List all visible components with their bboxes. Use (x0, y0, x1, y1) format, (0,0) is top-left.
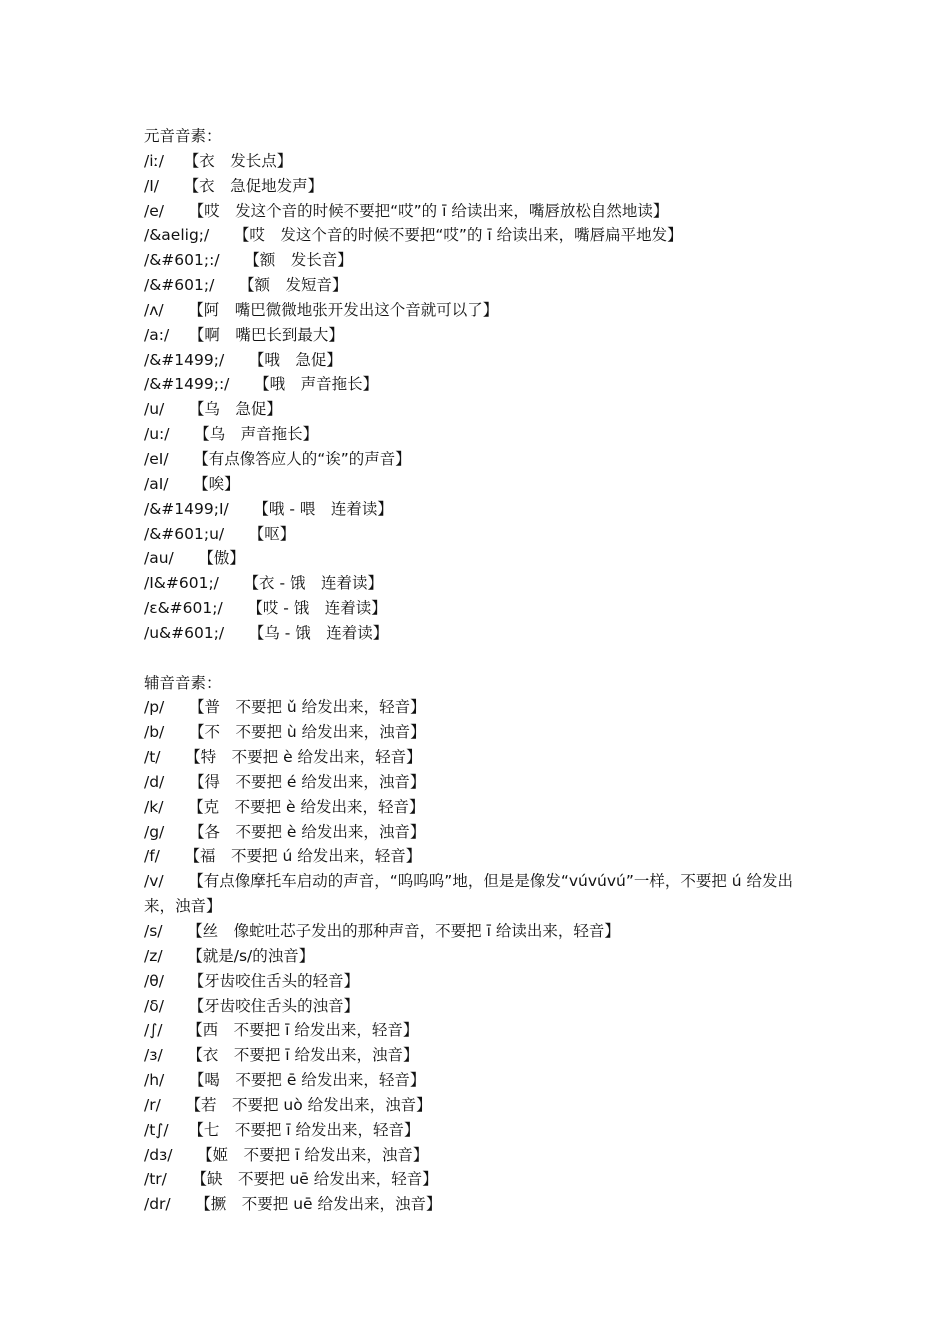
consonant-item (144, 1068, 824, 1093)
consonant-item (144, 944, 824, 969)
phoneme-spacer (163, 922, 188, 940)
phoneme-spacer (229, 375, 254, 393)
phoneme-spacer (219, 574, 244, 592)
vowel-item (144, 248, 824, 273)
vowel-item (144, 571, 824, 596)
pronunciation-note: 【有点像答应人的“诶”的声音】 (193, 449, 411, 468)
phoneme-symbol: /&#1499;/ (144, 350, 225, 369)
phoneme-symbol: /&#1499;I/ (144, 499, 229, 518)
pronunciation-note: 【牙齿咬住舌头的浊音】 (188, 996, 360, 1015)
vowel-item (144, 397, 824, 422)
phoneme-symbol: /e/ (144, 201, 164, 220)
consonant-item (144, 844, 824, 869)
vowel-item (144, 273, 824, 298)
phoneme-spacer (161, 1096, 186, 1114)
vowel-item (144, 372, 824, 397)
vowel-item (144, 621, 824, 646)
pronunciation-note: 【丝 像蛇吐芯子发出的那种声音，不要把 ī 给读出来，轻音】 (187, 922, 620, 940)
pronunciation-note: 【特 不要把 è 给发出来，轻音】 (185, 748, 422, 767)
section-spacer (144, 646, 824, 671)
vowel-item (144, 223, 824, 248)
phoneme-spacer (169, 326, 189, 344)
pronunciation-note: 【哎 发这个音的时候不要把“哎”的 ī 给读出来，嘴唇扁平地发】 (233, 226, 683, 245)
phoneme-symbol: /dз/ (144, 1145, 173, 1164)
document-body (144, 124, 824, 1217)
phoneme-symbol: /z/ (144, 946, 163, 965)
phoneme-symbol: /&#601;/ (144, 276, 215, 295)
phoneme-symbol: /tr/ (144, 1170, 167, 1189)
vowel-item (144, 174, 824, 199)
phoneme-spacer (174, 549, 199, 567)
vowel-item (144, 149, 824, 174)
phoneme-spacer (163, 1046, 188, 1064)
phoneme-spacer (171, 1195, 196, 1213)
phoneme-symbol: /ʌ/ (144, 300, 164, 319)
phoneme-symbol: /t∫/ (144, 1120, 169, 1139)
vowel-item (144, 422, 824, 447)
consonant-item (144, 720, 824, 745)
phoneme-symbol: /dr/ (144, 1195, 171, 1214)
phoneme-symbol: /&#1499;:/ (144, 375, 230, 394)
phoneme-symbol: /au/ (144, 549, 174, 568)
phoneme-spacer (159, 177, 184, 195)
pronunciation-note: 【阿 嘴巴微微地张开发出这个音就可以了】 (188, 300, 499, 319)
vowel-item (144, 447, 824, 472)
phoneme-spacer (169, 475, 194, 493)
phoneme-spacer (224, 525, 249, 543)
phoneme-spacer (164, 301, 189, 319)
pronunciation-note: 【额 发短音】 (238, 276, 348, 295)
pronunciation-note: 【傲】 (198, 549, 245, 568)
phoneme-spacer (164, 723, 189, 741)
consonant-item (144, 1192, 824, 1217)
consonant-item (144, 869, 824, 919)
pronunciation-note: 【普 不要把 ǔ 给发出来，轻音】 (188, 698, 426, 717)
phoneme-symbol: /eI/ (144, 449, 169, 468)
pronunciation-note: 【衣 - 饿 连着读】 (243, 574, 383, 593)
phoneme-spacer (220, 251, 245, 269)
phoneme-symbol: /v/ (144, 872, 164, 891)
consonants-heading: 辅音音素： (144, 673, 222, 692)
phoneme-spacer (224, 351, 249, 369)
vowel-item (144, 323, 824, 348)
pronunciation-note: 【喝 不要把 ē 给发出来，轻音】 (188, 1071, 426, 1090)
phoneme-spacer (164, 152, 184, 170)
phoneme-spacer (163, 947, 188, 965)
pronunciation-note: 【唉】 (193, 474, 240, 493)
pronunciation-note: 【姬 不要把 ī 给发出来，浊音】 (197, 1145, 429, 1164)
pronunciation-note: 【福 不要把 ú 给发出来，轻音】 (184, 847, 422, 866)
phoneme-symbol: /s/ (144, 922, 163, 940)
phoneme-symbol: /I&#601;/ (144, 574, 219, 593)
pronunciation-note: 【哎 发这个音的时候不要把“哎”的 ī 给读出来，嘴唇放松自然地读】 (188, 201, 669, 220)
phoneme-spacer (164, 972, 189, 990)
consonant-item (144, 695, 824, 720)
phoneme-symbol: /з/ (144, 1046, 163, 1065)
phoneme-symbol: /r/ (144, 1095, 161, 1114)
phoneme-spacer (229, 500, 254, 518)
phoneme-spacer (209, 226, 234, 244)
phoneme-symbol: /θ/ (144, 971, 164, 990)
phoneme-symbol: /&#601;:/ (144, 251, 220, 270)
vowel-item (144, 596, 824, 621)
vowel-item (144, 348, 824, 373)
phoneme-spacer (164, 823, 189, 841)
vowel-item (144, 199, 824, 224)
phoneme-symbol: /b/ (144, 723, 165, 742)
vowel-item (144, 298, 824, 323)
phoneme-spacer (163, 1021, 188, 1039)
phoneme-spacer (169, 1121, 189, 1139)
consonant-item (144, 1167, 824, 1192)
phoneme-symbol: /h/ (144, 1071, 165, 1090)
phoneme-symbol: /f/ (144, 847, 160, 866)
phoneme-spacer (164, 1071, 189, 1089)
phoneme-spacer (163, 798, 188, 816)
phoneme-symbol: /iː/ (144, 151, 164, 170)
pronunciation-note: 【啊 嘴巴长到最大】 (188, 325, 344, 344)
consonant-item (144, 770, 824, 795)
phoneme-spacer (161, 748, 186, 766)
vowel-list (144, 149, 824, 646)
pronunciation-note: 【哎 - 饿 连着读】 (247, 599, 387, 618)
pronunciation-note: 【各 不要把 è 给发出来，浊音】 (188, 822, 426, 841)
vowels-heading: 元音音素： (144, 127, 222, 145)
phoneme-symbol: /g/ (144, 822, 165, 841)
consonant-item (144, 745, 824, 770)
consonant-item (144, 919, 824, 944)
pronunciation-note: 【衣 不要把 ī 给发出来，浊音】 (187, 1046, 419, 1065)
pronunciation-note: 【撅 不要把 uē 给发出来，浊音】 (195, 1195, 442, 1214)
pronunciation-note: 【额 发长音】 (244, 251, 353, 270)
phoneme-symbol: /ε&#601;/ (144, 599, 223, 618)
pronunciation-note: 【哦 声音拖长】 (254, 375, 379, 394)
phoneme-symbol: /I/ (144, 176, 160, 195)
pronunciation-note: 【七 不要把 ī 给发出来，轻音】 (188, 1120, 420, 1139)
phoneme-symbol: /&aelig;/ (144, 226, 210, 245)
phoneme-symbol: /∫/ (144, 1021, 163, 1040)
phoneme-symbol: /u&#601;/ (144, 623, 225, 642)
phoneme-spacer (164, 997, 189, 1015)
vowel-item (144, 522, 824, 547)
phoneme-symbol: /a:/ (144, 325, 170, 344)
pronunciation-note: 【就是/s/的浊音】 (187, 946, 315, 965)
phoneme-symbol: /k/ (144, 797, 164, 816)
pronunciation-note: 【哦 - 喂 连着读】 (253, 499, 393, 518)
vowel-item (144, 497, 824, 522)
vowel-item (144, 472, 824, 497)
consonant-item (144, 969, 824, 994)
consonant-item (144, 1043, 824, 1068)
pronunciation-note: 【若 不要把 uò 给发出来，浊音】 (185, 1095, 432, 1114)
consonant-item (144, 795, 824, 820)
phoneme-spacer (224, 624, 249, 642)
phoneme-spacer (164, 400, 189, 418)
pronunciation-note: 【呕】 (248, 524, 296, 543)
pronunciation-note: 【有点像摩托车启动的声音，“呜呜呜”地，但是是像发“vúvúvú”一样，不要把 ú 给发出来，浊音】 (144, 872, 794, 916)
pronunciation-note: 【乌 急促】 (188, 400, 282, 419)
phoneme-spacer (214, 276, 239, 294)
phoneme-symbol: /u:/ (144, 425, 170, 444)
phoneme-spacer (164, 698, 189, 716)
pronunciation-note: 【衣 急促地发声】 (183, 176, 324, 195)
pronunciation-note: 【西 不要把 ī 给发出来，轻音】 (187, 1021, 419, 1040)
consonant-item (144, 1143, 824, 1168)
phoneme-spacer (223, 599, 248, 617)
phoneme-symbol: /u/ (144, 400, 165, 419)
consonant-item (144, 1118, 824, 1143)
phoneme-symbol: /δ/ (144, 996, 164, 1015)
phoneme-symbol: /aI/ (144, 474, 169, 493)
consonant-item (144, 1093, 824, 1118)
pronunciation-note: 【乌 - 饿 连着读】 (248, 623, 389, 642)
vowel-item (144, 546, 824, 571)
phoneme-symbol: /d/ (144, 772, 165, 791)
pronunciation-note: 【缺 不要把 uē 给发出来，轻音】 (191, 1170, 438, 1189)
phoneme-spacer (173, 1146, 198, 1164)
phoneme-spacer (169, 450, 194, 468)
consonant-item (144, 820, 824, 845)
phoneme-spacer (164, 202, 189, 220)
pronunciation-note: 【哦 急促】 (248, 350, 342, 369)
consonant-item (144, 1018, 824, 1043)
pronunciation-note: 【得 不要把 é 给发出来，浊音】 (188, 772, 426, 791)
phoneme-spacer (164, 773, 189, 791)
pronunciation-note: 【牙齿咬住舌头的轻音】 (188, 971, 360, 990)
consonant-list (144, 695, 824, 1217)
phoneme-spacer (167, 1170, 192, 1188)
phoneme-symbol: /t/ (144, 748, 161, 767)
consonant-item (144, 994, 824, 1019)
pronunciation-note: 【衣 发长点】 (183, 151, 293, 170)
phoneme-spacer (170, 425, 195, 443)
phoneme-symbol: /&#601;u/ (144, 524, 225, 543)
pronunciation-note: 【乌 声音拖长】 (194, 425, 319, 444)
phoneme-spacer (164, 872, 189, 890)
phoneme-spacer (160, 847, 185, 865)
pronunciation-note: 【不 不要把 ù 给发出来，浊音】 (188, 723, 426, 742)
pronunciation-note: 【克 不要把 è 给发出来，轻音】 (188, 797, 425, 816)
phoneme-symbol: /p/ (144, 698, 165, 717)
